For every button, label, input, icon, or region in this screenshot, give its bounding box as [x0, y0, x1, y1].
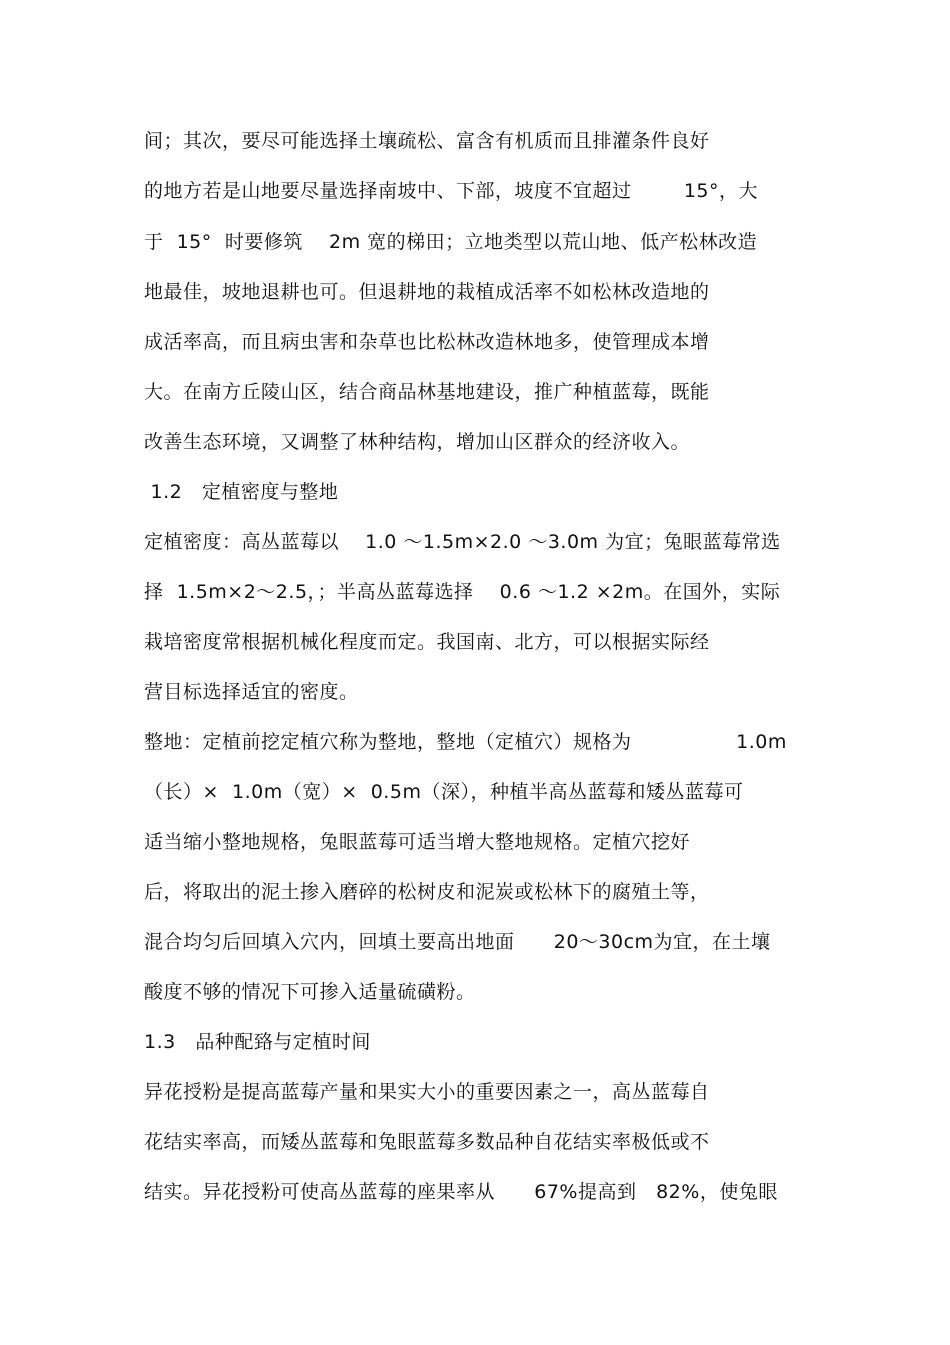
- text-line: 适当缩小整地规格，兔眼蓝莓可适当增大整地规格。定植穴挖好: [144, 831, 691, 853]
- section-heading: 1.3 品种配臵与定植时间: [144, 1031, 371, 1053]
- text-line: 成活率高，而且病虫害和杂草也比松林改造林地多，使管理成本增: [144, 331, 710, 353]
- text-line: 栽培密度常根据机械化程度而定。我国南、北方，可以根据实际经: [144, 631, 710, 653]
- text-line: 间；其次，要尽可能选择土壤疏松、富含有机质而且排灌条件良好: [144, 130, 710, 152]
- text-line: 花结实率高，而矮丛蓝莓和兔眼蓝莓多数品种自花结实率极低或不: [144, 1131, 710, 1153]
- text-line: 定植密度：高丛蓝莓以 1.0 ～1.5m×2.0 ～3.0m 为宜；兔眼蓝莓常选: [144, 531, 781, 553]
- section-heading: 1.2 定植密度与整地: [144, 481, 339, 503]
- text-line: 异花授粉是提高蓝莓产量和果实大小的重要因素之一，高丛蓝莓自: [144, 1081, 710, 1103]
- text-line: 混合均匀后回填入穴内，回填土要高出地面 20～30cm为宜，在土壤: [144, 931, 771, 953]
- text-line: 的地方若是山地要尽量选择南坡中、下部，坡度不宜超过 15°，大: [144, 180, 758, 202]
- text-line: 地最佳，坡地退耕也可。但退耕地的栽植成活率不如松林改造地的: [144, 281, 710, 303]
- text-line: 后，将取出的泥土掺入磨碎的松树皮和泥炭或松林下的腐殖土等，: [144, 881, 710, 903]
- text-line: 择 1.5m×2～2.5，；半高丛蓝莓选择 0.6 ～1.2 ×2m。在国外，实际: [144, 581, 781, 603]
- text-line: 改善生态环境，又调整了林种结构，增加山区群众的经济收入。: [144, 431, 691, 453]
- text-line: （长）× 1.0m（宽）× 0.5m（深），种植半高丛蓝莓和矮丛蓝莓可: [144, 781, 744, 803]
- text-line: 大。在南方丘陵山区，结合商品林基地建设，推广种植蓝莓，既能: [144, 381, 710, 403]
- text-line: 结实。异花授粉可使高丛蓝莓的座果率从 67%提高到 82%，使兔眼: [144, 1181, 778, 1203]
- text-line: 酸度不够的情况下可掺入适量硫磺粉。: [144, 981, 476, 1003]
- text-line: 于 15° 时要修筑 2m 宽的梯田；立地类型以荒山地、低产松林改造: [144, 231, 758, 253]
- text-line: 营目标选择适宜的密度。: [144, 681, 359, 703]
- text-line: 整地：定植前挖定植穴称为整地，整地（定植穴）规格为 1.0m: [144, 731, 787, 753]
